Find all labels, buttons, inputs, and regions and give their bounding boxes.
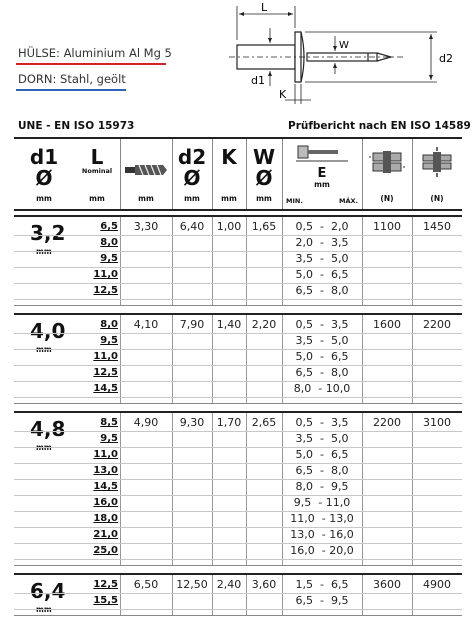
group-diameter: 4,0	[30, 319, 66, 343]
grip-range: 8,0 - 10,0	[293, 382, 351, 395]
cell-K: 1,40	[216, 318, 242, 331]
header-d1: d1 Ø mm	[14, 139, 74, 209]
drill-bit-icon	[123, 159, 169, 181]
table-row	[14, 333, 462, 350]
table-row	[14, 267, 462, 284]
table-row	[14, 447, 462, 464]
grip-range: 11,0 - 13,0	[290, 512, 354, 525]
cell-tensile: 4900	[423, 578, 451, 591]
nominal-length: 8,0	[100, 319, 118, 330]
nominal-length: 11,0	[93, 449, 118, 460]
table-row	[14, 511, 462, 528]
mandrel-material-label: DORN: Stahl, geölt	[18, 72, 126, 86]
nominal-length: 13,0	[93, 465, 118, 476]
diagram-label-d1: d1	[251, 74, 265, 87]
header-K: K mm	[221, 145, 237, 203]
table-row	[14, 219, 462, 236]
table-row	[14, 577, 462, 594]
table-row	[14, 283, 462, 300]
grip-range: 16,0 - 20,0	[290, 544, 354, 557]
cell-W: 2,20	[251, 318, 277, 331]
nominal-length: 14,5	[93, 481, 118, 492]
table-row	[14, 381, 462, 398]
table-row	[14, 527, 462, 544]
grip-range: 2,0 - 3,5	[295, 236, 349, 249]
cell-d: 6,50	[133, 578, 159, 591]
cell-tensile: 2200	[423, 318, 451, 331]
diameter-icon: Ø	[183, 166, 201, 190]
cell-K: 2,40	[216, 578, 242, 591]
rivet-group	[14, 313, 462, 404]
diameter-icon: Ø	[255, 166, 273, 190]
grip-range: 1,5 - 6,5	[295, 578, 349, 591]
table-row	[14, 593, 462, 610]
cell-d2: 12,50	[176, 578, 208, 591]
grip-range: 0,5 - 3,5	[295, 318, 349, 331]
grip-range: 6,5 - 8,0	[295, 366, 349, 379]
grip-range: 0,5 - 3,5	[295, 416, 349, 429]
blue-underline	[16, 89, 126, 91]
rivet-group	[14, 411, 462, 566]
nominal-length: 18,0	[93, 513, 118, 524]
table-row	[14, 251, 462, 268]
nominal-length: 25,0	[93, 545, 118, 556]
cell-shear: 3600	[373, 578, 401, 591]
nominal-length: 14,5	[93, 383, 118, 394]
nominal-length: 12,5	[93, 285, 118, 296]
diagram-label-d2: d2	[439, 52, 453, 65]
table-row	[14, 415, 462, 432]
header-W: W Ø mm	[246, 139, 282, 209]
nominal-length: 11,0	[93, 351, 118, 362]
cell-shear: 1100	[373, 220, 401, 233]
grip-range: 6,5 - 8,0	[295, 464, 349, 477]
grip-range: 9,5 - 11,0	[293, 496, 351, 509]
table-row	[14, 543, 462, 560]
cell-W: 1,65	[251, 220, 277, 233]
table-row	[14, 235, 462, 252]
grip-range: 6,5 - 8,0	[295, 284, 349, 297]
cell-tensile: 1450	[423, 220, 451, 233]
group-unit: mm	[36, 443, 52, 452]
nominal-length: 9,5	[100, 335, 118, 346]
diagram-label-W: W	[339, 40, 349, 51]
group-unit: mm	[36, 605, 52, 614]
nominal-length: 8,5	[100, 417, 118, 428]
cell-K: 1,70	[216, 416, 242, 429]
cell-d: 4,10	[133, 318, 159, 331]
cell-d2: 6,40	[179, 220, 205, 233]
norm-right: Prüfbericht nach EN ISO 14589	[288, 120, 471, 132]
table-row	[14, 349, 462, 366]
sleeve-material-label: HÜLSE: Aluminium Al Mg 5	[18, 46, 172, 60]
table-row	[14, 463, 462, 480]
nominal-length: 11,0	[93, 269, 118, 280]
header-d2: d2 Ø mm	[172, 139, 212, 209]
tensile-force-icon	[419, 147, 455, 177]
table-row	[14, 317, 462, 334]
cell-d: 4,90	[133, 416, 159, 429]
red-underline	[16, 63, 166, 65]
cell-d: 3,30	[133, 220, 159, 233]
group-diameter: 6,4	[30, 579, 66, 603]
cell-tensile: 3100	[423, 416, 451, 429]
header-shear: (N)	[362, 139, 412, 209]
nominal-length: 15,5	[93, 595, 118, 606]
grip-range-icon	[292, 142, 352, 164]
nominal-length: 16,0	[93, 497, 118, 508]
grip-range: 5,0 - 6,5	[295, 268, 349, 281]
grip-range: 6,5 - 9,5	[295, 594, 349, 607]
cell-W: 3,60	[251, 578, 277, 591]
table-header	[14, 137, 462, 211]
nominal-length: 9,5	[100, 433, 118, 444]
table-row	[14, 495, 462, 512]
grip-range: 3,5 - 5,0	[295, 432, 349, 445]
shear-force-icon	[369, 149, 405, 175]
cell-K: 1,00	[216, 220, 242, 233]
grip-range: 3,5 - 5,0	[295, 252, 349, 265]
table-row	[14, 431, 462, 448]
group-unit: mm	[36, 345, 52, 354]
header-L: L Nominal mm	[81, 145, 113, 203]
rivet-group	[14, 215, 462, 306]
cell-d2: 9,30	[179, 416, 205, 429]
nominal-length: 12,5	[93, 367, 118, 378]
rivet-diagram	[225, 0, 465, 108]
grip-range: 8,0 - 9,5	[295, 480, 349, 493]
header-tensile: (N)	[412, 139, 462, 209]
diagram-label-K: K	[279, 88, 287, 101]
grip-range: 0,5 - 2,0	[295, 220, 349, 233]
nominal-length: 12,5	[93, 579, 118, 590]
norm-left: UNE - EN ISO 15973	[18, 120, 135, 132]
nominal-length: 6,5	[100, 221, 118, 232]
cell-shear: 2200	[373, 416, 401, 429]
header-E: E mm MIN. MÁX.	[282, 139, 362, 209]
cell-shear: 1600	[373, 318, 401, 331]
grip-range: 3,5 - 5,0	[295, 334, 349, 347]
group-diameter: 3,2	[30, 221, 66, 245]
nominal-length: 8,0	[100, 237, 118, 248]
nominal-length: 21,0	[93, 529, 118, 540]
grip-range: 5,0 - 6,5	[295, 350, 349, 363]
diameter-icon: Ø	[35, 166, 53, 190]
group-unit: mm	[36, 247, 52, 256]
table-row	[14, 479, 462, 496]
grip-range: 5,0 - 6,5	[295, 448, 349, 461]
cell-W: 2,65	[251, 416, 277, 429]
rivet-group	[14, 573, 462, 616]
cell-d2: 7,90	[179, 318, 205, 331]
nominal-length: 9,5	[100, 253, 118, 264]
group-diameter: 4,8	[30, 417, 66, 441]
grip-range: 13,0 - 16,0	[290, 528, 354, 541]
table-row	[14, 365, 462, 382]
header-drill: mm	[120, 139, 172, 209]
diagram-label-L: L	[261, 1, 268, 14]
